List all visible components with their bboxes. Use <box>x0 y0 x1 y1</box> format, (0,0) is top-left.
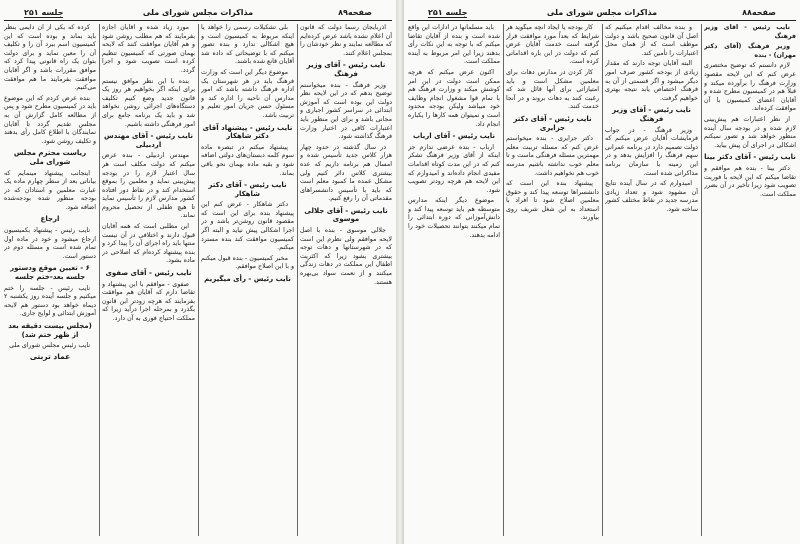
session-number: جلسه ۲۵۱ <box>24 8 64 17</box>
page-title: مذاکرات مجلس شورای ملی <box>142 8 254 17</box>
speaker-line: نایب رئیس - آقای وزیر فرهنگ <box>704 24 796 40</box>
column-divider <box>602 24 603 536</box>
section-heading: نایب رئیس - رأی میگیریم <box>204 275 291 284</box>
paragraph: جلالی موسوی - بنده با اصل لایحه موافقم ولی نظرم این است که در شهرستانها و دهات توجه بیشتری بشود زیرا که اکثریت اطفال این مملکت در دهات زندگی میکنند و از نعمت سواد بی‌بهره هستند. <box>300 227 392 286</box>
paragraph: مورد زیاد شده و آقایان اجازه بفرمایند که هم مطلب روشن شود و هم آقایان موافقت کنند که لایحه بهمان صورتی که کمیسیون تنظیم کرده است تصویب شود و اجرا گردد. <box>102 24 195 74</box>
section-heading: نایب رئیس - آقای صفوی <box>105 269 192 278</box>
paragraph: کار کردن در مدارس دهات برای معلمین مشکل است و باید امتیازاتی برای آنها قائل شد که رغبت کنند به دهات بروند و در آنجا خدمت کنند. <box>506 68 599 111</box>
paragraph: در سال گذشته در حدود چهار هزار کلاس جدید تأسیس شده و امسال هم برنامه داریم که عده بیشتری کلاس دائر کنیم ولی مشکل عمده ما کمبود معلم است که باید با تأسیس دانشسراهای مقدماتی آن را رفع کنیم. <box>300 143 392 203</box>
text-column <box>300 24 392 538</box>
section-heading: ارجاع <box>40 215 60 224</box>
page-header <box>4 6 392 21</box>
left-page <box>0 0 396 544</box>
paragraph: بلی تشکیلات رسمی را خواهد یا اینکه مربوط به کمیسیون است و هیچ اشکالی ندارد و بنده تصور میکنم که با توضیحاتی که داده شد آقایان قانع شده باشند. <box>201 24 294 66</box>
section-heading: ۶ - تعیین موقع ودستور جلسه بعد-ختم جلسه <box>10 264 90 282</box>
text-column <box>102 24 195 538</box>
section-heading: نایب رئیس - آقای وزیر فرهنگ <box>306 61 386 78</box>
text-column <box>408 24 500 538</box>
text-column <box>4 24 96 538</box>
paragraph: موضوع دیگر اینکه مدارس متوسطه هم باید توسعه پیدا کند و دانش‌آموزانی که دوره ابتدائی را تمام میکنند بتوانند تحصیلات خود را ادامه بدهند. <box>408 197 500 239</box>
paragraph: دکتر شاهکار - عرض کنم این پیشنهاد بنده برای این است که مقصود قانون روشن‌تر باشد و در اجرا اشکالی پیش نیاید و البته اگر کمیسیون موافقت کند بنده مسترد میکنم. <box>201 201 294 252</box>
paragraph: آذربایجان رسماً دولت که قانون آن اعلام نشده باشد عرض کرده‌ایم که مطالعه نمایند و نظر خودشان را بمجلس اعلام کنند. <box>300 24 392 57</box>
paragraph: ارباب - بنده عرضی ندارم جز اینکه از آقای وزیر فرهنگ تشکر کنم که در این مدت کوتاه اقدامات مفیدی انجام داده‌اند و امیدوارم که این لایحه هم هرچه زودتر تصویب شود. <box>408 143 500 194</box>
text-column <box>506 24 599 538</box>
paragraph: امیدوارم که در سال آینده نتایج آن مشهود شود و تعداد زیادی مدرسه جدید در نقاط مختلف کشور ساخته شود. <box>605 180 698 213</box>
section-heading: نایب رئیس - آقای وزیر فرهنگ <box>612 106 691 123</box>
paragraph: اکنون عرض میکنم که هرچه ممکن است دولت در این امر کوشش میکند و وزارت فرهنگ هم با تمام قوا مشغول انجام وظایف خود میباشد ولیکن بودجه محدود است و نمیتوان همه کارها را یکباره انجام داد. <box>408 68 500 128</box>
column-divider <box>503 24 504 536</box>
page-number: صفحه۸۹ <box>338 8 372 17</box>
section-heading: نایب رئیس - پیشنهاد آقای دکتر شاهکار <box>202 123 293 141</box>
paragraph: نایب رئیس مجلس شورای ملی <box>9 342 90 350</box>
paragraph: البته آقایان توجه دارند که مقدار زیادی از بودجه کشور صرف امور دیگر میشود و اگر قسمتی از آن به فرهنگ اختصاص یابد نتیجه بهتری خواهیم گرفت. <box>605 60 698 102</box>
column-divider <box>297 24 298 536</box>
paragraph: بنده عرض کردم که این موضوع باید در کمیسیون مطرح شود و پس از مطالعه کامل گزارش آن به مجلس تقدیم گردد تا آقایان نمایندگان با اطلاع کامل رأی بدهند و تکلیف روشن شود. <box>4 94 96 145</box>
text-column <box>704 24 796 538</box>
section-heading: نایب رئیس - آقای دکتر جزایری <box>513 114 592 132</box>
column-divider <box>198 24 199 536</box>
signature: عماد تربتی <box>29 351 71 361</box>
paragraph: کار بودجه یا ایجاد آنچه میگوید هر شرایط که بعداً مورد موافقت قرار گرفته است خدمت آقایان عرض کنم که دولت در این باره اقداماتی کرده است. <box>506 24 599 66</box>
speaker-line: وزیر فرهنگ (آقای دکتر مهران) - بنده <box>704 43 796 59</box>
paragraph: موضوع دیگر این است که وزارت فرهنگ باید در هر شهرستان یک اداره فرهنگ داشته باشد که امور مدارس آن ناحیه را اداره کند و مسئول حسن جریان امور تعلیم و تربیت باشد. <box>201 68 294 119</box>
paragraph: از نظر اعتبارات هم پیش‌بینی لازم شده و در بودجه سال آینده منظور خواهد شد و تصور نمیکنم اشکالی در اجرای آن پیش بیاید. <box>704 115 796 149</box>
paragraph: دکتر جزایری - بنده میخواستم عرض کنم که مسئله تربیت معلم مهمترین مسئله فرهنگی ماست و تا معلم خوب نداشته باشیم مدرسه خوب هم نخواهیم داشت. <box>506 135 599 177</box>
text-column <box>201 24 294 538</box>
paragraph: صفوی - موافقم با این پیشنهاد و تقاضا دارم که آقایان هم موافقت بفرمایند که هرچه زودتر این قانون بگذرد و بمرحله اجرا درآید زیرا که مملکت احتیاج فوری به آن دارد. <box>102 280 195 322</box>
paragraph: بنده با این نظر موافق نیستم برای اینکه اگر بخواهیم هر روز یک قانون جدید وضع کنیم تکلیف دستگاه‌های اجرائی روشن نخواهد شد و باید یک برنامه جامع برای امور فرهنگی داشته باشیم. <box>102 77 195 128</box>
right-page <box>404 0 800 544</box>
paragraph: لازم دانستم که توضیح مختصری عرض کنم که این لایحه مقصود وزارت فرهنگ را برآورده میکند و قبلاً هم در کمیسیون مطرح شده و آقایان اعضای کمیسیون با آن موافقت کرده‌اند. <box>704 62 796 113</box>
paragraph: باید مسلمانها در ادارات این واقع شده است و بنده از آقایان تقاضا میکنم که با توجه به این نکات رأی بدهند زیرا این امر مربوط به آینده مملکت است. <box>408 24 500 66</box>
paragraph: پیشنهاد بنده این است که دانشسراها توسعه پیدا کند و حقوق معلمین اصلاح شود تا افراد با استعداد به این شغل شریف روی بیاورند. <box>506 180 599 222</box>
section-heading: نایب رئیس - آقای دکتر شاهکار <box>208 181 287 198</box>
paragraph: نایب رئیس - جلسه را ختم میکنیم و جلسه آینده روز یکشنبه ۲ دیماه خواهد بود دستور هم لایحه آموزش ابتدائی و لوایح جاری. <box>4 284 96 318</box>
paragraph: کرده که یکی از آن دایمی بنظر باید بماند و بوده است که این کمیسیون اسم ببرد آن را و تکلیف آن را معین نماید و برای دولت بتوان یک راه قانونی پیدا کرد که موافق مقررات باشد و اگر آقایان موافقت بفرمایند ما هم موافقت می‌کنیم. <box>4 24 96 92</box>
page-fold <box>396 0 404 544</box>
paragraph: وزیر فرهنگ - در جواب فرمایشات آقایان عرض میکنم که دولت تصمیم دارد در برنامه عمرانی سهم فرهنگ را افزایش بدهد و در این زمینه با سازمان برنامه مذاکراتی شده است. <box>605 126 698 177</box>
paragraph: دکتر بینا - بنده هم موافقم و تقاضا میکنم که این لایحه با فوریت تصویب شود زیرا تأخیر در آن بضرر مملکت است. <box>704 164 796 198</box>
paragraph: مهندس اردبیلی - بنده عرض میکنم که دولت مکلف است هر سال اعتبار لازم را در بودجه پیش‌بینی نماید و معلمین را بموقع استخدام کند و در نقاط دور افتاده کشور مدارس لازم را تأسیس نماید تا هیچ طفلی از تحصیل محروم نماند. <box>102 152 195 220</box>
column-divider <box>701 24 702 536</box>
paragraph: پیشنهاد میکنم در تبصره ماده سوم کلمه دبستان‌های دولتی اضافه شود و بقیه ماده بهمان نحو باقی بماند. <box>201 143 294 177</box>
page-title: مذاکرات مجلس شورای ملی <box>546 8 658 17</box>
section-heading: ریاست محترم مجلس شورای ملی <box>13 149 87 166</box>
paragraph: نایب رئیس - پیشنهاد بکمیسیون ارجاع میشود و خود در ماده اول تمام شده است و مسئله دوم در دستور است. <box>4 227 96 260</box>
paragraph: و بنده مخالف اقدام میکنیم که اصل آن قانون صحیح باشد و دولت موظف است که از همان محل اعتبارات را تأمین کند. <box>605 24 698 57</box>
section-heading: (مجلس بیست دقیقه بعد از ظهر ختم شد) <box>8 322 92 339</box>
page-number: صفحه۸۸ <box>742 8 776 17</box>
text-column <box>605 24 698 538</box>
page-header <box>408 6 796 21</box>
section-heading: نایب رئیس - آقای ارباب <box>412 132 496 141</box>
section-heading: نایب رئیس - آقای مهندس اردبیلی <box>104 132 193 149</box>
section-heading: نایب رئیس - آقای جلالی موسوی <box>304 206 388 224</box>
paragraph: اینجانب پیشنهاد مینمایم که بیاناتی بعد از سطر چهارم ماده یک عبارت معلمین و استادان که در بودجه منظور شده بودجه‌شده اضافه شود. <box>4 169 96 211</box>
paragraph: وزیر فرهنگ - بنده میخواستم توضیح بدهم که در این لایحه نظر دولت این بوده است که آموزش ابتدائی در سراسر کشور اجباری و مجانی باشد و برای این منظور باید اعتبارات کافی در اختیار وزارت فرهنگ گذاشته شود. <box>300 81 392 141</box>
session-number: جلسه ۲۵۱ <box>428 8 468 17</box>
paragraph: مخبر کمیسیون - بنده قبول میکنم و با این اصلاح موافقم. <box>201 254 294 271</box>
paragraph: این مطلبی است که همه آقایان قبول دارند و اختلافی در آن نیست منتها باید راه اجرای آن را پیدا کرد و بنده پیشنهاد کرده‌ام که اصلاحی در ماده بشود. <box>102 223 195 265</box>
column-divider <box>99 24 100 536</box>
section-heading: نایب رئیس - آقای دکتر بینا <box>704 153 796 162</box>
